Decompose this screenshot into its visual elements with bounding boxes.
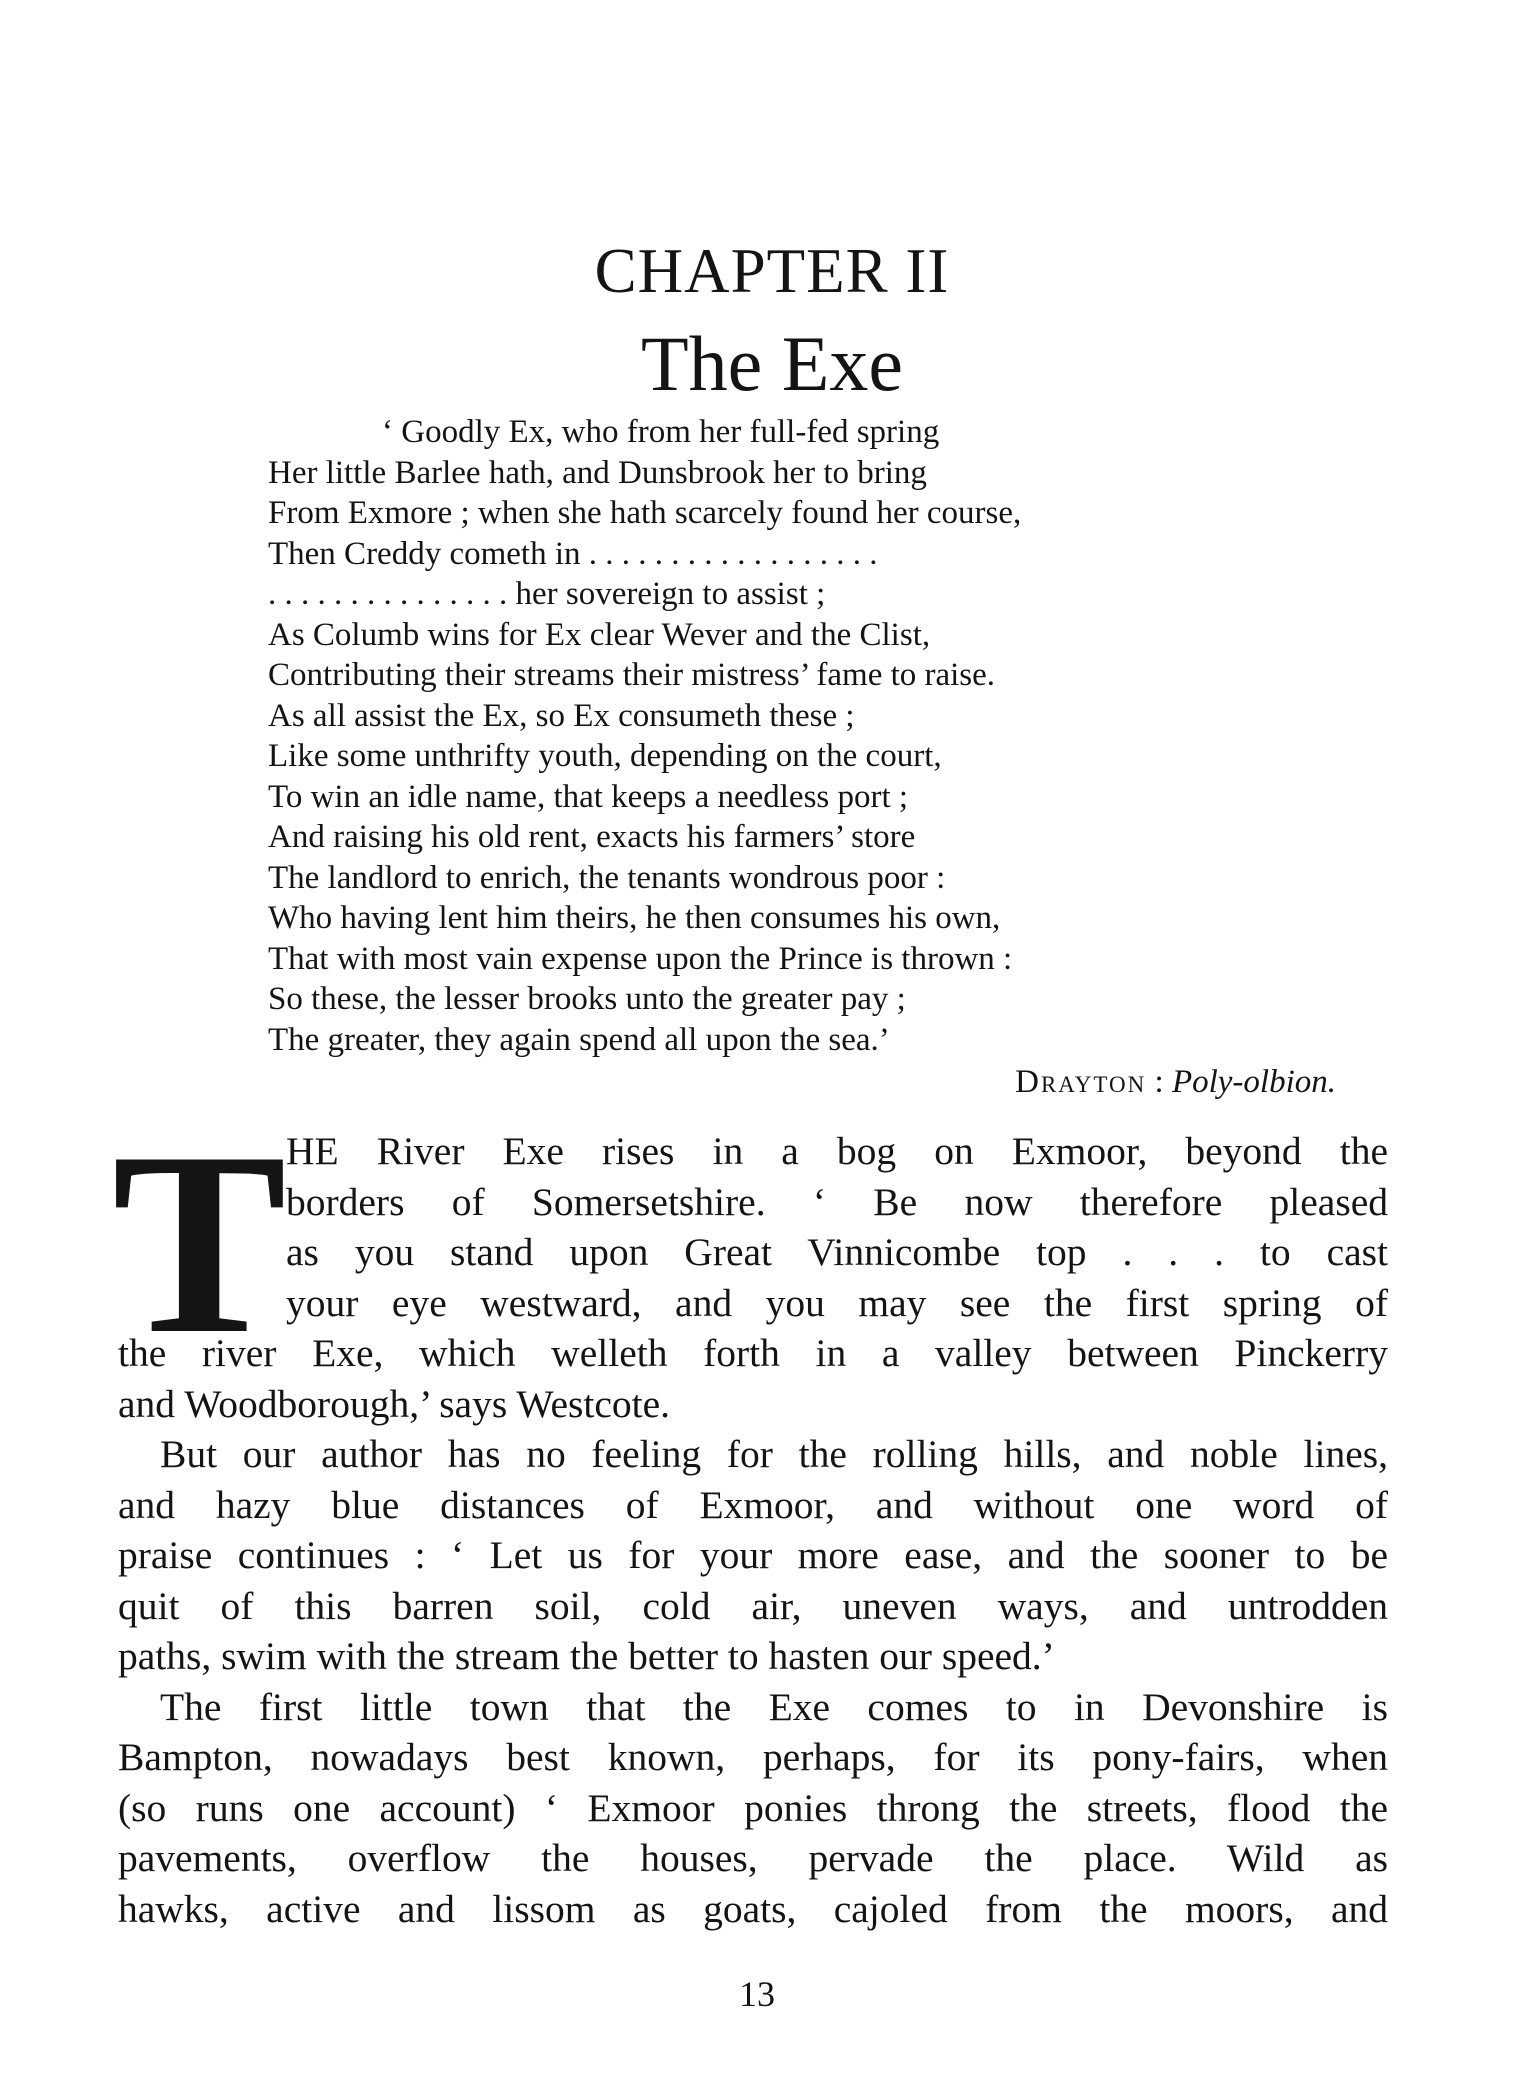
epigraph-attribution: [1015, 1062, 1336, 1102]
text-line: borders of Somersetshire. ‘ Be now therefore pleased: [286, 1179, 1388, 1224]
text-line: HE River Exe rises in a bog on Exmoor, beyond the: [286, 1129, 1388, 1173]
epigraph-line: Contributing their streams their mistress’ fame to raise.: [268, 657, 996, 693]
text-line: hawks, active and lissom as goats, cajoled from the moors, and: [118, 1886, 1388, 1931]
paragraph-2: [118, 1429, 1388, 1682]
epigraph-line: Like some unthrifty youth, depending on the court,: [268, 738, 942, 774]
text-line: as you stand upon Great Vinnicombe top . . . to cast: [286, 1230, 1388, 1274]
epigraph-line: ‘ Goodly Ex, who from her full-fed spring: [382, 414, 940, 450]
epigraph-line: That with most vain expense upon the Prince is thrown :: [268, 940, 1013, 977]
chapter-title: The Exe: [640, 320, 904, 407]
epigraph-poem: [268, 412, 1348, 1060]
text-line: The first little town that the Exe comes to in Devonshire is: [160, 1684, 1388, 1729]
paragraph-3: [118, 1682, 1388, 1935]
text-line: your eye westward, and you may see the first spring of: [286, 1280, 1388, 1325]
text-line: (so runs one account) ‘ Exmoor ponies throng the streets, flood the: [118, 1785, 1388, 1830]
drop-cap: T: [112, 1098, 287, 1388]
epigraph-line: Her little Barlee hath, and Dunsbrook her to bring: [268, 454, 927, 491]
paragraph-1: [118, 1126, 1388, 1429]
epigraph-author: Drayton: [1015, 1064, 1147, 1100]
text-line: paths, swim with the stream the better to hasten our speed.’: [118, 1634, 1055, 1678]
epigraph-line: The landlord to enrich, the tenants wondrous poor :: [268, 859, 946, 896]
epigraph-line: And raising his old rent, exacts his farmers’ store: [268, 819, 916, 855]
epigraph-line: As Columb wins for Ex clear Wever and the Clist,: [268, 616, 931, 653]
epigraph-line: As all assist the Ex, so Ex consumeth these ;: [268, 697, 855, 734]
body-text: [118, 1126, 1388, 1934]
epigraph-line: So these, the lesser brooks unto the greater pay ;: [268, 981, 906, 1017]
text-line: praise continues : ‘ Let us for your more ease, and the sooner to be: [118, 1533, 1388, 1577]
text-line: the river Exe, which welleth forth in a valley between Pinckerry: [118, 1331, 1388, 1375]
page-number: 13: [739, 1974, 775, 2014]
epigraph-line: . . . . . . . . . . . . . . . her sovereign to assist ;: [268, 576, 826, 612]
text-line: But our author has no feeling for the rolling hills, and noble lines,: [160, 1432, 1388, 1476]
text-line: quit of this barren soil, cold air, uneven ways, and untrodden: [118, 1583, 1388, 1628]
epigraph-line: Then Creddy cometh in . . . . . . . . . . . . . . . . . .: [268, 535, 878, 572]
epigraph-line: The greater, they again spend all upon the sea.’: [268, 1021, 890, 1058]
chapter-heading: CHAPTER II: [594, 236, 950, 306]
epigraph-line: From Exmore ; when she hath scarcely found her course,: [268, 495, 1022, 531]
epigraph-line: To win an idle name, that keeps a needless port ;: [268, 778, 909, 815]
attribution-separator: :: [1146, 1064, 1172, 1100]
text-line: and hazy blue distances of Exmoor, and without one word of: [118, 1482, 1388, 1527]
epigraph-work: Poly-olbion.: [1171, 1064, 1336, 1100]
epigraph-line: Who having lent him theirs, he then consumes his own,: [268, 900, 1001, 936]
text-line: Bampton, nowadays best known, perhaps, for its pony-fairs, when: [118, 1735, 1388, 1779]
text-line: pavements, overflow the houses, pervade the place. Wild as: [118, 1836, 1388, 1880]
text-line: and Woodborough,’ says Westcote.: [118, 1381, 671, 1426]
